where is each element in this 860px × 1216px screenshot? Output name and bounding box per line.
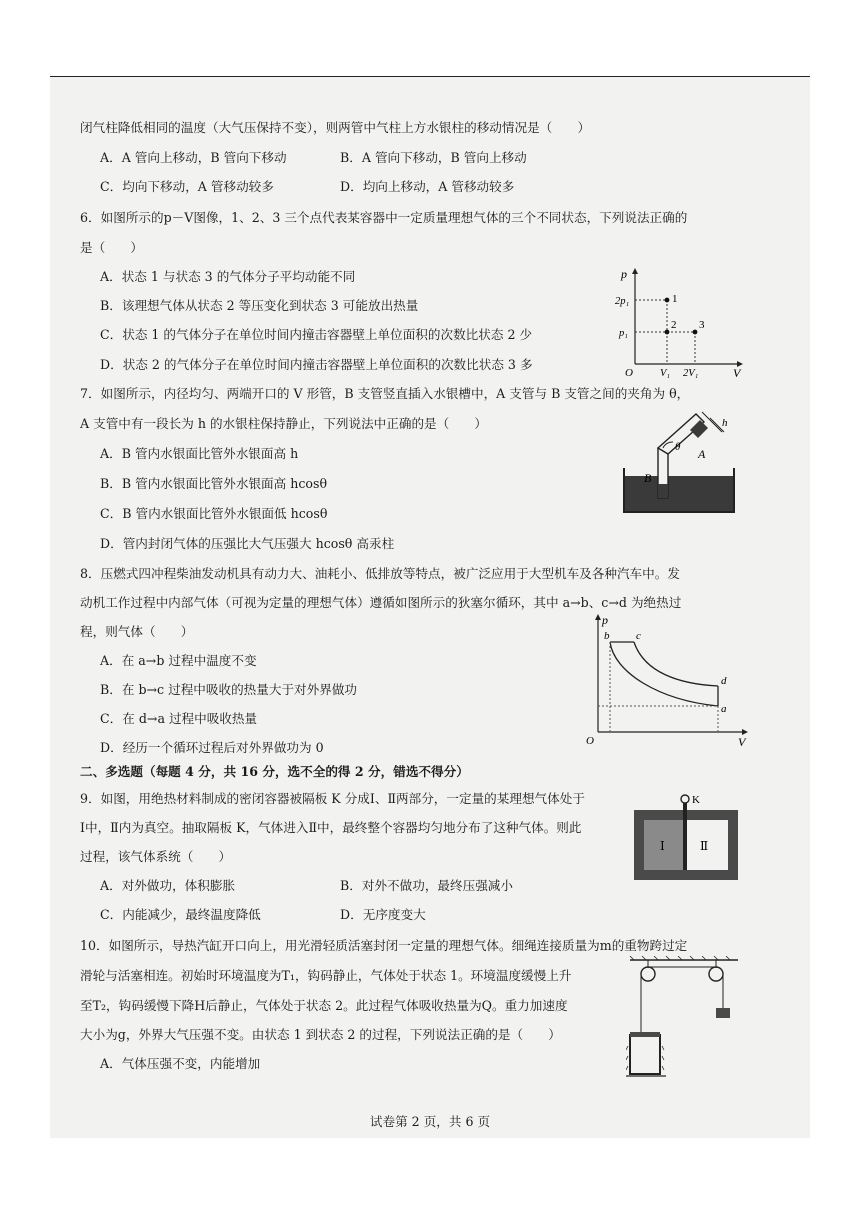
q5-tail: 闭气柱降低相同的温度（大气压保持不变），则两管中气柱上方水银柱的移动情况是（ ） bbox=[80, 120, 591, 135]
v-axis-label: V bbox=[738, 735, 746, 748]
p-axis-label: p bbox=[621, 267, 627, 281]
state-3-point bbox=[693, 330, 698, 335]
state-2-point bbox=[665, 330, 670, 335]
q7-option-a: A．B 管内水银面比管外水银面高 h bbox=[100, 446, 299, 461]
q7-stem-2: A 支管中有一段长为 h 的水银柱保持静止，下列说法中正确的是（ ） bbox=[80, 416, 488, 431]
q6-option-c: C．状态 1 的气体分子在单位时间内撞击容器壁上单位面积的次数比状态 2 少 bbox=[100, 327, 533, 342]
point-b-label: b bbox=[604, 630, 610, 642]
q9-stem-3: 过程，该气体系统（ ） bbox=[80, 849, 232, 864]
origin-label: O bbox=[586, 735, 594, 747]
q10-stem-2: 滑轮与活塞相连。初始时环境温度为T₁，钩码静止，气体处于状态 1。环境温度缓慢上升 bbox=[80, 968, 572, 983]
x-tick-2v1: 2V₁ bbox=[683, 368, 699, 378]
header-rule bbox=[50, 76, 810, 77]
v-axis-label: V bbox=[733, 366, 741, 378]
q9-stem: 9．如图，用绝热材料制成的密闭容器被隔板 K 分成Ⅰ、Ⅱ两部分，一定量的某理想气体处于 bbox=[80, 791, 585, 806]
q6-stem-2: 是（ ） bbox=[80, 240, 143, 255]
y-tick-2p1: 2p₁ bbox=[615, 296, 630, 307]
length-label: h bbox=[722, 417, 728, 429]
q10-stem-4: 大小为g，外界大气压强不变。由状态 1 到状态 2 的过程，下列说法正确的是（ ） bbox=[80, 1027, 561, 1042]
q10-option-a: A．气体压强不变，内能增加 bbox=[100, 1056, 261, 1071]
q7-stem: 7．如图所示，内径均匀、两端开口的 V 形管，B 支管竖直插入水银槽中，A 支管与 B 支管之间的夹角为 θ， bbox=[80, 386, 690, 401]
label-2: 2 bbox=[671, 319, 677, 331]
q8-option-c: C．在 d→a 过程中吸收热量 bbox=[100, 711, 258, 726]
q7-option-b: B．B 管内水银面比管外水银面高 hcosθ bbox=[100, 476, 328, 491]
q8-option-b: B．在 b→c 过程中吸收的热量大于对外界做功 bbox=[100, 682, 358, 697]
point-d-label: d bbox=[721, 675, 727, 687]
q5-option-d: D．均向上移动，A 管移动较多 bbox=[340, 179, 515, 194]
q10-stem-3: 至T₂，钩码缓慢下降H后静止，气体处于状态 2。此过程气体吸收热量为Q。重力加速度 bbox=[80, 998, 568, 1013]
q8-stem-2: 动机工作过程中内部气体（可视为定量的理想气体）遵循如图所示的狄塞尔循环，其中 a→b、c→d 为绝热过 bbox=[80, 595, 682, 610]
y-tick-p1: p₁ bbox=[619, 328, 628, 339]
q7-option-d: D．管内封闭气体的压强比大气压强大 hcosθ 高汞柱 bbox=[100, 536, 395, 551]
point-a-label: a bbox=[721, 703, 727, 715]
q9-option-a: A．对外做功，体积膨胀 bbox=[100, 878, 236, 893]
x-tick-v1: V₁ bbox=[660, 368, 671, 378]
q6-option-b: B．该理想气体从状态 2 等压变化到状态 3 可能放出热量 bbox=[100, 298, 419, 313]
tube-b-label: B bbox=[644, 471, 652, 485]
chamber-2-label: Ⅱ bbox=[700, 839, 709, 853]
q7-v-tube-diagram bbox=[618, 408, 740, 516]
q8-stem-3: 程，则气体（ ） bbox=[80, 624, 194, 639]
q9-container-diagram bbox=[630, 790, 742, 884]
section-heading-multi: 二、多选题（每题 4 分，共 16 分，选不全的得 2 分，错选不得分） bbox=[80, 764, 469, 779]
q5-option-b: B．A 管向下移动，B 管向上移动 bbox=[340, 150, 527, 165]
label-1: 1 bbox=[672, 293, 678, 305]
q7-option-c: C．B 管内水银面比管外水银面低 hcosθ bbox=[100, 506, 328, 521]
q6-option-a: A．状态 1 与状态 3 的气体分子平均动能不同 bbox=[100, 269, 356, 284]
partition-k-label: K bbox=[692, 794, 700, 806]
q9-option-c: C．内能减少，最终温度降低 bbox=[100, 907, 261, 922]
q9-option-d: D．无序度变大 bbox=[340, 907, 426, 922]
q5-option-c: C．均向下移动，A 管移动较多 bbox=[100, 179, 274, 194]
tube-a-label: A bbox=[698, 447, 706, 461]
q6-stem: 6．如图所示的p－V图像，1、2、3 三个点代表某容器中一定质量理想气体的三个不同状态，下列说法正确的 bbox=[80, 210, 688, 225]
q5-option-a: A．A 管向上移动，B 管向下移动 bbox=[100, 150, 287, 165]
angle-label: θ bbox=[675, 441, 681, 453]
q8-stem: 8．压燃式四冲程柴油发动机具有动力大、油耗小、低排放等特点，被广泛应用于大型机车及各种汽车中。发 bbox=[80, 566, 680, 581]
q10-cylinder-pulley-diagram bbox=[626, 956, 744, 1078]
label-3: 3 bbox=[699, 319, 705, 331]
q8-option-d: D．经历一个循环过程后对外界做功为 0 bbox=[100, 740, 324, 755]
state-1-point bbox=[665, 298, 670, 303]
q6-pv-diagram bbox=[615, 266, 745, 378]
q9-stem-2: Ⅰ中，Ⅱ内为真空。抽取隔板 K，气体进入Ⅱ中，最终整个容器均匀地分布了这种气体。则此 bbox=[80, 820, 582, 835]
q8-diesel-cycle-diagram bbox=[578, 612, 750, 748]
q6-option-d: D．状态 2 的气体分子在单位时间内撞击容器壁上单位面积的次数比状态 3 多 bbox=[100, 357, 533, 372]
page-footer: 试卷第 2 页，共 6 页 bbox=[369, 1114, 491, 1129]
point-c-label: c bbox=[636, 630, 641, 642]
chamber-1-label: Ⅰ bbox=[660, 839, 665, 853]
p-axis-label: p bbox=[602, 613, 608, 627]
origin-label: O bbox=[625, 367, 633, 378]
q10-stem: 10．如图所示，导热汽缸开口向上，用光滑轻质活塞封闭一定量的理想气体。细绳连接质量为m的重物跨过定 bbox=[80, 938, 688, 953]
q9-option-b: B．对外不做功，最终压强减小 bbox=[340, 878, 513, 893]
q8-option-a: A．在 a→b 过程中温度不变 bbox=[100, 653, 257, 668]
